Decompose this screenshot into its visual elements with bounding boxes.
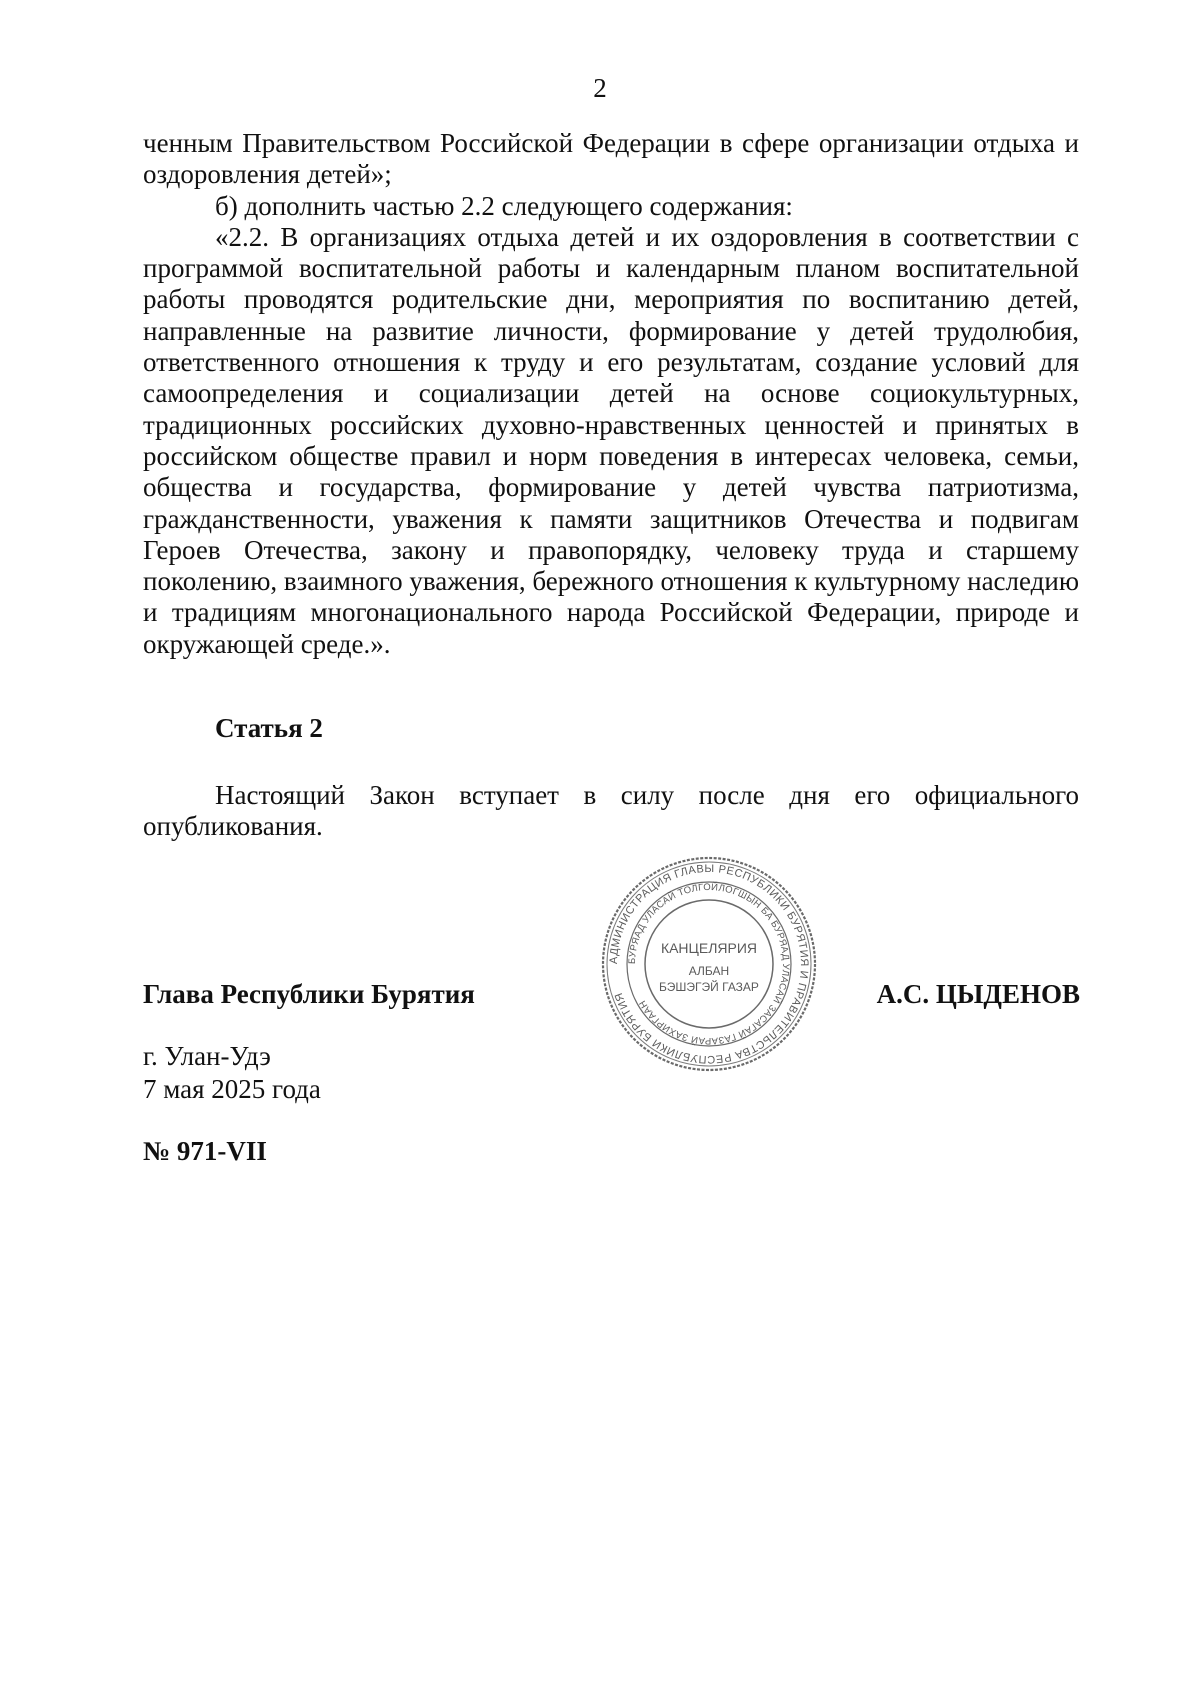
document-number: № 971-VII bbox=[143, 1136, 267, 1166]
seal-graphic bbox=[598, 853, 820, 1075]
seal-outer-text: АДМИНИСТРАЦИЯ ГЛАВЫ РЕСПУБЛИКИ БУРЯТИЯ И ПРАВИТЕЛЬСТВА РЕСПУБЛИКИ БУРЯТИЯ bbox=[607, 862, 811, 1066]
paragraph-part-2-2: «2.2. В организациях отдыха детей и их оздоровления в соответствии с программой воспитательной работы и календарным планом воспитательной работы проводятся родительские дни, мероприятия по воспитанию детей, направленные на развитие личности, формирование у детей трудолюбия, ответственного отношения к труду и его результатам, создание условий для самоопределения и социализации детей на основе социокультурных, традиционных российских духовно-нравственных ценностей и принятых в российском обществе правил и норм поведения в интересах человека, семьи, общества и государства, формирование у детей чувства патриотизма, гражданственности, уважения к памяти защитников Отечества и подвигам Героев Отечества, закону и правопорядку, человеку труда и старшему поколению, взаимного уважения, бережного отношения к культурному наследию и традициям многонационального народа Российской Федерации, природе и окружающей среде.». bbox=[143, 221, 1079, 659]
signing-date: 7 мая 2025 года bbox=[143, 1074, 321, 1104]
signing-place: г. Улан-Удэ bbox=[143, 1041, 271, 1071]
seal-center-line-2: АЛБАН bbox=[688, 964, 730, 978]
page-number: 2 bbox=[593, 73, 607, 103]
official-seal-stamp bbox=[598, 853, 820, 1075]
seal-center-line-1: КАНЦЕЛЯРИЯ bbox=[660, 940, 758, 956]
paragraph-continuation: ченным Правительством Российской Федерации в сфере организации отдыха и оздоровления детей»; bbox=[143, 128, 1079, 190]
signature-name: А.С. ЦЫДЕНОВ bbox=[876, 979, 1080, 1009]
signature-title: Глава Республики Бурятия bbox=[143, 979, 475, 1009]
seal-center-line-3: БЭШЭГЭЙ ГАЗАР bbox=[659, 980, 759, 994]
seal-inner-text: БУРЯАД УЛАСАЙ ТОЛГОЙЛОГШЫН БА БУРЯАД УЛАСАЙ ЗАСАГАЙ ГАЗАРАЙ ЗАХИРГААН bbox=[626, 881, 792, 1047]
article-text: Настоящий Закон вступает в силу после дня его официального опубликования. bbox=[143, 780, 1079, 842]
body-text bbox=[143, 128, 1079, 660]
paragraph-amendment-b: б) дополнить частью 2.2 следующего содержания: bbox=[215, 190, 793, 221]
article-heading: Статья 2 bbox=[215, 713, 323, 743]
